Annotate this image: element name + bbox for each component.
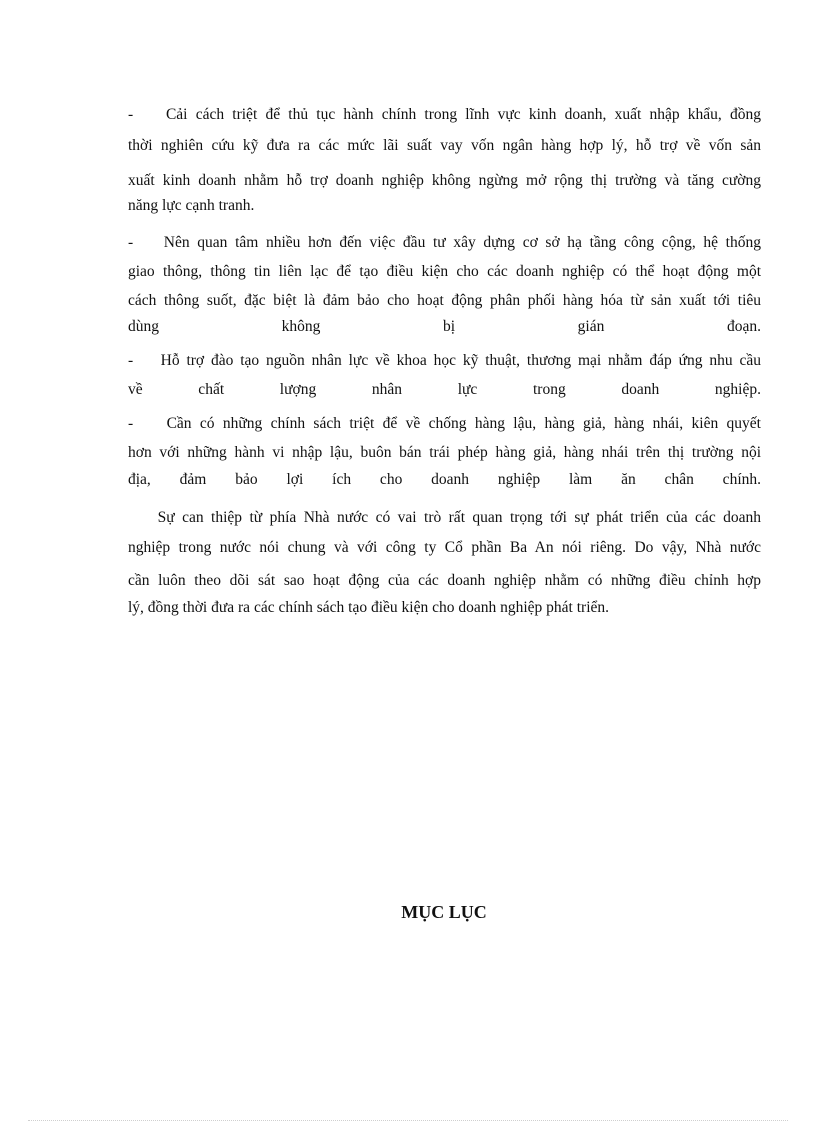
- page-bottom-divider: [28, 1120, 788, 1121]
- paragraph-5-line-4: lý, đồng thời đưa ra các chính sách tạo điều kiện cho doanh nghiệp phát triển.: [128, 599, 610, 616]
- paragraph-5-line-2: nghiệp trong nước nói chung và với công ty Cổ phần Ba An nói riêng. Do vậy, Nhà nước: [128, 539, 761, 556]
- paragraph-4-line-1: - Cần có những chính sách triệt để về chống hàng lậu, hàng giả, hàng nhái, kiên quyết: [128, 415, 761, 432]
- paragraph-2-line-3: cách thông suốt, đặc biệt là đảm bảo cho hoạt động phân phối hàng hóa từ sản xuất tới tiêu: [128, 292, 761, 309]
- paragraph-4-line-2: hơn với những hành vi nhập lậu, buôn bán trái phép hàng giả, hàng nhái trên thị trường nội: [128, 444, 761, 461]
- paragraph-4-line-3: địa, đảm bảo lợi ích cho doanh nghiệp làm ăn chân chính.: [128, 471, 761, 488]
- paragraph-1-line-4: năng lực cạnh tranh.: [128, 197, 255, 214]
- paragraph-5-line-1: Sự can thiệp từ phía Nhà nước có vai trò rất quan trọng tới sự phát triển của các doanh: [128, 509, 761, 526]
- paragraph-1-line-2: thời nghiên cứu kỹ đưa ra các mức lãi suất vay vốn ngân hàng hợp lý, hỗ trợ về vốn sản: [128, 137, 761, 154]
- paragraph-5-line-3: cần luôn theo dõi sát sao hoạt động của các doanh nghiệp nhằm có những điều chỉnh hợp: [128, 572, 761, 589]
- toc-title: MỤC LỤC: [401, 902, 487, 922]
- paragraph-1-line-1: - Cải cách triệt để thủ tục hành chính trong lĩnh vực kinh doanh, xuất nhập khẩu, đồng: [128, 106, 761, 123]
- paragraph-2-line-1: - Nên quan tâm nhiều hơn đến việc đầu tư xây dựng cơ sở hạ tầng công cộng, hệ thống: [128, 234, 761, 251]
- paragraph-3-line-1: - Hỗ trợ đào tạo nguồn nhân lực về khoa học kỹ thuật, thương mại nhằm đáp ứng nhu cầu: [128, 352, 761, 369]
- paragraph-2-line-4: dùng không bị gián đoạn.: [128, 318, 761, 335]
- paragraph-2-line-2: giao thông, thông tin liên lạc để tạo điều kiện cho các doanh nghiệp có thể hoạt động một: [128, 263, 761, 280]
- paragraph-3-line-2: về chất lượng nhân lực trong doanh nghiệp.: [128, 381, 761, 398]
- paragraph-1-line-3: xuất kinh doanh nhằm hỗ trợ doanh nghiệp không ngừng mở rộng thị trường và tăng cường: [128, 172, 761, 189]
